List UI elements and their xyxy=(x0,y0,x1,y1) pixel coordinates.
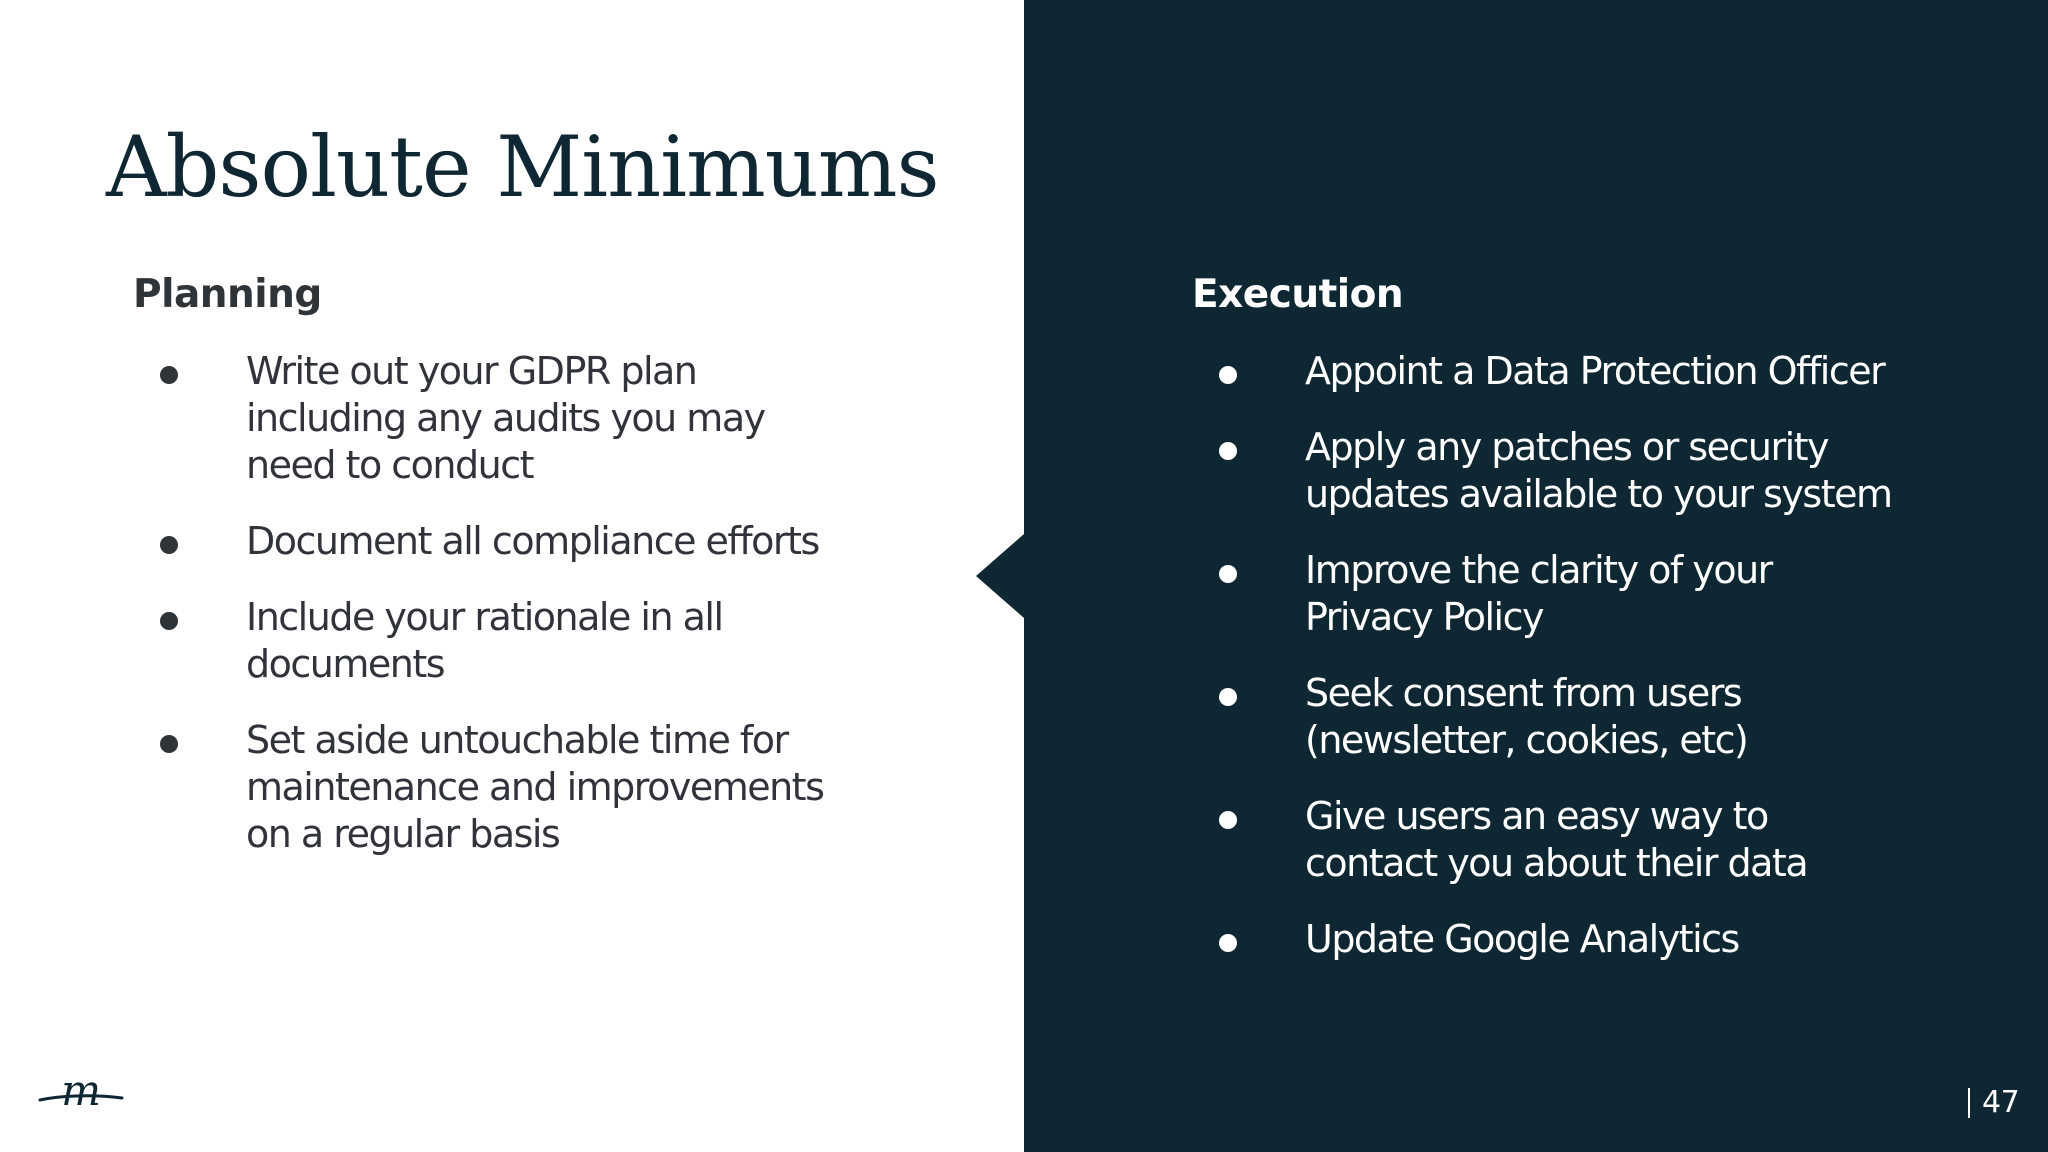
text-line: Give users an easy way to xyxy=(1305,794,1768,838)
page-number-area xyxy=(1968,1086,2019,1120)
m-script-logo-icon xyxy=(38,1072,124,1120)
text-line: Improve the clarity of your xyxy=(1305,548,1772,592)
execution-item-text xyxy=(1305,793,1807,887)
planning-item-text xyxy=(246,717,823,858)
bullet-icon xyxy=(1219,811,1237,829)
execution-heading: Execution xyxy=(1192,272,1404,317)
bullet-icon xyxy=(160,612,178,630)
planning-item-text xyxy=(246,348,765,489)
planning-list-item xyxy=(160,717,860,858)
text-line: Apply any patches or security xyxy=(1305,425,1829,469)
execution-list-item xyxy=(1219,547,1999,641)
bullet-icon xyxy=(1219,565,1237,583)
text-line: Update Google Analytics xyxy=(1305,917,1739,961)
execution-list-item xyxy=(1219,670,1999,764)
execution-item-text xyxy=(1305,547,1772,641)
text-line: need to conduct xyxy=(246,443,533,487)
bullet-icon xyxy=(1219,688,1237,706)
planning-list xyxy=(160,348,860,887)
bullet-icon xyxy=(1219,442,1237,460)
slide-title: Absolute Minimums xyxy=(106,118,939,216)
planning-item-text xyxy=(246,594,723,688)
execution-item-text xyxy=(1305,348,1884,395)
bullet-icon xyxy=(160,366,178,384)
planning-list-item xyxy=(160,594,860,688)
text-line: updates available to your system xyxy=(1305,472,1892,516)
page-number: 47 xyxy=(1982,1085,2020,1120)
logo-glyph: m xyxy=(61,1072,101,1115)
text-line: Privacy Policy xyxy=(1305,595,1543,639)
text-line: Write out your GDPR plan xyxy=(246,349,697,393)
bullet-icon xyxy=(160,536,178,554)
text-line: Seek consent from users xyxy=(1305,671,1742,715)
execution-list-item xyxy=(1219,348,1999,395)
planning-item-text xyxy=(246,518,819,565)
text-line: Set aside untouchable time for xyxy=(246,718,788,762)
planning-heading: Planning xyxy=(133,272,322,317)
execution-list-item xyxy=(1219,916,1999,963)
execution-list-item xyxy=(1219,424,1999,518)
planning-list-item xyxy=(160,518,860,565)
bullet-icon xyxy=(160,735,178,753)
text-line: Include your rationale in all xyxy=(246,595,723,639)
text-line: documents xyxy=(246,642,445,686)
text-line: maintenance and improvements xyxy=(246,765,824,809)
bullet-icon xyxy=(1219,366,1237,384)
text-line: (newsletter, cookies, etc) xyxy=(1305,718,1748,762)
text-line: Document all compliance efforts xyxy=(246,519,819,563)
text-line: contact you about their data xyxy=(1305,841,1808,885)
execution-list-item xyxy=(1219,793,1999,887)
panel-pointer xyxy=(976,534,1024,618)
bullet-icon xyxy=(1219,934,1237,952)
planning-list-item xyxy=(160,348,860,489)
execution-list xyxy=(1219,348,1999,992)
text-line: Appoint a Data Protection Officer xyxy=(1305,349,1885,393)
text-line: including any audits you may xyxy=(246,396,765,440)
text-line: on a regular basis xyxy=(246,812,560,856)
execution-item-text xyxy=(1305,916,1739,963)
execution-item-text xyxy=(1305,424,1892,518)
page-divider xyxy=(1968,1088,1970,1118)
execution-item-text xyxy=(1305,670,1747,764)
